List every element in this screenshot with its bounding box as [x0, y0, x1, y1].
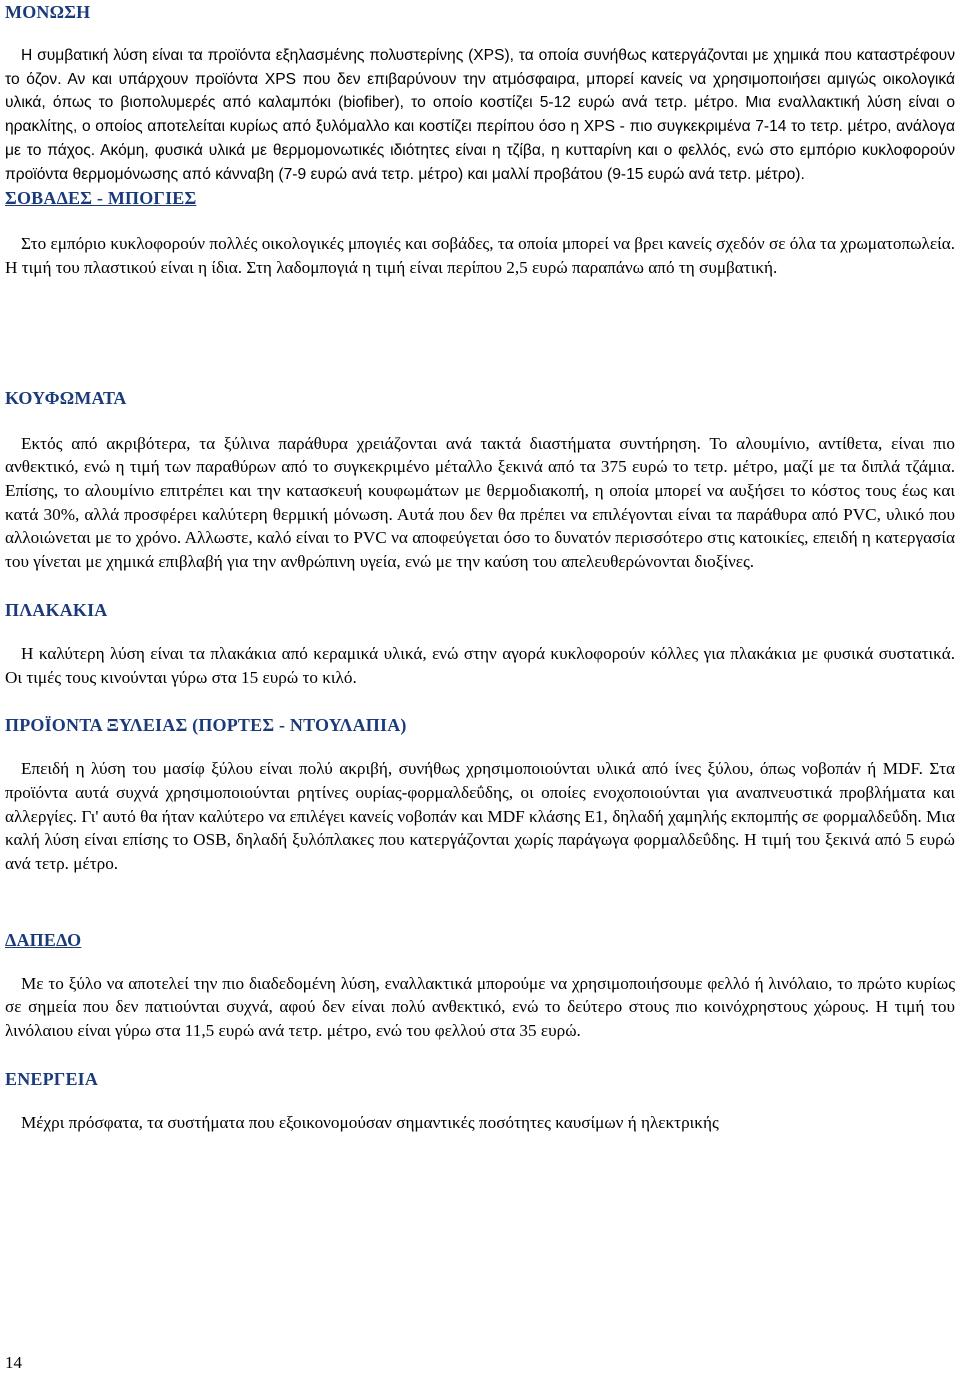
- section-heading-flooring: ΔΑΠΕΔΟ: [5, 929, 82, 950]
- section-heading-window-frames: ΚΟΥΦΩΜΑΤΑ: [5, 387, 127, 408]
- section-paragraph-flooring: Με το ξύλο να αποτελεί την πιο διαδεδομένη λύση, εναλλακτικά μπορούμε να χρησιμοποιήσουμε φελλό ή λινόλαιο, το πρώτο κυρίως σε σημεία που δεν πατιούνται συχνά, αφού δεν είναι πολύ ανθεκτικό, ενώ το δεύτερο στους πιο κοινόχρηστους χώρους. Η τιμή του λινόλαιου είναι γύρω στα 11,5 ευρώ ανά τετρ. μέτρο, ενώ του φελλού στα 35 ευρώ.: [5, 973, 955, 1041]
- page-number: 14: [5, 1353, 22, 1372]
- section-paragraph-wood-products: Επειδή η λύση του μασίφ ξύλου είναι πολύ ακριβή, συνήθως χρησιμοποιούνται υλικά από ίνες ξύλου, όπως νοβοπάν ή MDF. Στα προϊόντα αυτά συχνά χρησιμοποιούνται ρητίνες ουρίας-φορμαλδεΰδης, οι οποίες ενοχοποιούνται για αναπνευστικά προβλήματα και αλλεργίες. Γι' αυτό θα ήταν καλύτερο να επιλέγει κανείς νοβοπάν και MDF κλάσης E1, δηλαδή χαμηλής εκπομπής σε φορμαλδεΰδη. Μια καλή λύση είναι επίσης το OSB, δηλαδή ξυλόπλακες που κατεργάζονται χωρίς παράγωγα φορμαλδεΰδης. Η τιμή του ξεκινά από 5 ευρώ ανά τετρ. μέτρο.: [5, 759, 955, 874]
- section-heading-wood-products: ΠΡΟΪΟΝΤΑ ΞΥΛΕΙΑΣ (ΠΟΡΤΕΣ - ΝΤΟΥΛΑΠΙΑ): [5, 715, 407, 736]
- section-heading-energy: ΕΝΕΡΓΕΙΑ: [5, 1068, 99, 1089]
- section-paragraph-plasters-paints: Στο εμπόριο κυκλοφορούν πολλές οικολογικές μπογιές και σοβάδες, τα οποία μπορεί να βρει κανείς σχεδόν σε όλα τα χρωματοπωλεία. Η τιμή του πλαστικού είναι η ίδια. Στη λαδομπογιά η τιμή είναι περίπου 2,5 ευρώ παραπάνω από τη συμβατική.: [5, 234, 955, 277]
- document-page: [5, 0, 955, 1135]
- section-paragraph-insulation: Η συμβατική λύση είναι τα προϊόντα εξηλασμένης πολυστερίνης (XPS), τα οποία συνήθως κατεργάζονται με χημικά που καταστρέφουν το όζον. Αν και υπάρχουν προϊόντα XPS που δεν επιβαρύνουν την ατμόσφαιρα, μπορεί κανείς να χρησιμοποιήσει αμιγώς οικολογικά υλικά, όπως το βιοπολυμερές από καλαμπόκι (biofiber), το οποίο κοστίζει 5-12 ευρώ ανά τετρ. μέτρο. Μια εναλλακτική λύση είναι ο ηρακλίτης, ο οποίος αποτελείται κυρίως από ξυλόμαλλο και κοστίζει περίπου όσο η XPS - πιο συγκεκριμένα 7-14 το τετρ. μέτρο, ανάλογα με το πάχος. Ακόμη, φυσικά υλικά με θερμομονωτικές ιδιότητες είναι η τζίβα, η κυτταρίνη και ο φελλός, ενώ στο εμπόριο κυκλοφορούν προϊόντα θερμομόνωσης από κάνναβη (7-9 ευρώ ανά τετρ. μέτρο) και μαλλί προβάτου (9-15 ευρώ ανά τετρ. μέτρο).: [5, 47, 955, 183]
- section-heading-plasters-paints: ΣΟΒΑΔΕΣ - ΜΠΟΓΙΕΣ: [5, 188, 197, 209]
- section-paragraph-tiles: Η καλύτερη λύση είναι τα πλακάκια από κεραμικά υλικά, ενώ στην αγορά κυκλοφορούν κόλλες για πλακάκια με φυσικά συστατικά. Οι τιμές τους κινούνται γύρω στα 15 ευρώ το κιλό.: [5, 643, 955, 687]
- section-heading-tiles: ΠΛΑΚΑΚΙΑ: [5, 599, 108, 620]
- section-paragraph-window-frames: Εκτός από ακριβότερα, τα ξύλινα παράθυρα χρειάζονται ανά τακτά διαστήματα συντήρηση. Το αλουμίνιο, αντίθετα, είναι πιο ανθεκτικό, ενώ η τιμή των παραθύρων από το συγκεκριμένο μέταλλο ξεκινά από τα 375 ευρώ το τετρ. μέτρο, μαζί με τα διπλά τζάμια. Επίσης, το αλουμίνιο επιτρέπει και την κατασκευή κουφωμάτων με θερμοδιακοπή, η οποία μπορεί να αυξήσει το κόστος τους έως και κατά 30%, αλλά προσφέρει καλύτερη θερμική μόνωση. Αυτά που δεν θα πρέπει να επιλέγονται είναι τα παράθυρα από PVC, υλικό που αλλοιώνεται με το χρόνο. Αλλωστε, καλό είναι το PVC να αποφεύγεται όσο το δυνατόν περισσότερο στις κατοικίες, επειδή η κατεργασία του γίνεται με χημικά επιβλαβή για την ανθρώπινη υγεία, ενώ με την καύση του απελευθερώνονται διοξίνες.: [5, 433, 955, 572]
- section-paragraph-energy: Μέχρι πρόσφατα, τα συστήματα που εξοικονομούσαν σημαντικές ποσότητες καυσίμων ή ηλεκτρικής: [21, 1112, 719, 1132]
- section-heading-insulation: ΜΟΝΩΣΗ: [5, 2, 91, 22]
